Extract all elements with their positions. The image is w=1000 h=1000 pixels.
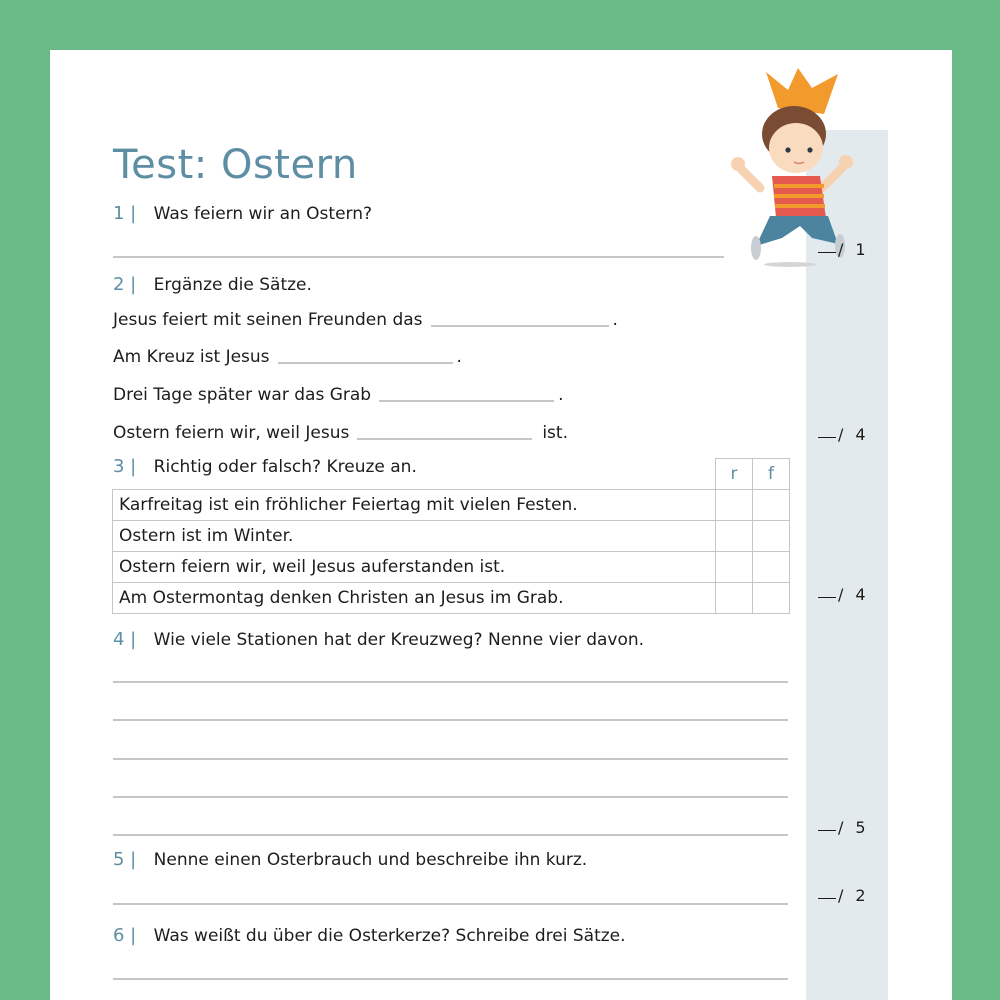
answer-line[interactable] <box>113 758 788 760</box>
fill-blank[interactable] <box>431 325 609 327</box>
table-row <box>113 552 790 583</box>
question-5 <box>113 849 587 870</box>
true-false-table <box>112 489 790 614</box>
answer-line[interactable] <box>113 834 788 836</box>
score-blank[interactable] <box>818 252 836 253</box>
statement: Karfreitag ist ein fröhlicher Feiertag mit vielen Festen. <box>113 490 716 521</box>
page-title: Test: Ostern <box>113 142 358 188</box>
question-text: Wie viele Stationen hat der Kreuzweg? Nenne vier davon. <box>153 630 645 650</box>
question-text: Ergänze die Sätze. <box>153 275 312 295</box>
checkbox-richtig[interactable] <box>716 490 753 521</box>
statement: Ostern feiern wir, weil Jesus auferstanden ist. <box>113 552 716 583</box>
question-number: 6 | <box>113 925 137 946</box>
illustration-shadow <box>764 262 816 267</box>
jumping-boy-illustration <box>720 68 860 268</box>
fill-blank[interactable] <box>379 400 554 402</box>
checkbox-richtig[interactable] <box>716 521 753 552</box>
statement: Am Ostermontag denken Christen an Jesus im Grab. <box>113 583 716 614</box>
score-blank[interactable] <box>818 437 836 438</box>
table-row <box>113 583 790 614</box>
checkbox-richtig[interactable] <box>716 583 753 614</box>
checkbox-falsch[interactable] <box>753 552 790 583</box>
score-q2: / 4 <box>818 425 866 444</box>
table-row <box>113 521 790 552</box>
checkbox-falsch[interactable] <box>753 583 790 614</box>
score-blank[interactable] <box>818 898 836 899</box>
answer-line[interactable] <box>113 796 788 798</box>
table-row <box>113 490 790 521</box>
question-text: Richtig oder falsch? Kreuze an. <box>153 457 417 477</box>
question-number: 1 | <box>113 203 137 224</box>
fill-sentence: Ostern feiern wir, weil Jesus ist. <box>113 423 568 443</box>
question-number: 3 | <box>113 456 137 477</box>
question-1 <box>113 203 372 224</box>
fill-sentence: Am Kreuz ist Jesus . <box>113 347 462 367</box>
column-header-richtig: r <box>715 458 753 489</box>
checkbox-richtig[interactable] <box>716 552 753 583</box>
question-number: 4 | <box>113 629 137 650</box>
question-4 <box>113 629 644 650</box>
question-text: Was feiern wir an Ostern? <box>153 204 373 224</box>
answer-line[interactable] <box>113 256 724 258</box>
answer-line[interactable] <box>113 681 788 683</box>
question-3 <box>113 456 417 477</box>
fill-blank[interactable] <box>357 438 532 440</box>
answer-line[interactable] <box>113 903 788 905</box>
fill-sentence: Jesus feiert mit seinen Freunden das . <box>113 310 618 330</box>
question-6 <box>113 925 626 946</box>
question-2 <box>113 274 312 295</box>
score-q4: / 5 <box>818 818 866 837</box>
question-text: Nenne einen Osterbrauch und beschreibe ihn kurz. <box>153 850 588 870</box>
statement: Ostern ist im Winter. <box>113 521 716 552</box>
score-blank[interactable] <box>818 830 836 831</box>
checkbox-falsch[interactable] <box>753 521 790 552</box>
question-number: 5 | <box>113 849 137 870</box>
answer-line[interactable] <box>113 719 788 721</box>
worksheet-page <box>50 50 952 1000</box>
column-header-falsch: f <box>752 458 790 489</box>
question-text: Was weißt du über die Osterkerze? Schreibe drei Sätze. <box>153 926 626 946</box>
question-number: 2 | <box>113 274 137 295</box>
checkbox-falsch[interactable] <box>753 490 790 521</box>
score-q3: / 4 <box>818 585 866 604</box>
score-blank[interactable] <box>818 597 836 598</box>
fill-blank[interactable] <box>278 362 453 364</box>
answer-line[interactable] <box>113 978 788 980</box>
score-q5: / 2 <box>818 886 866 905</box>
fill-sentence: Drei Tage später war das Grab . <box>113 385 564 405</box>
score-q1: / 1 <box>818 240 866 259</box>
